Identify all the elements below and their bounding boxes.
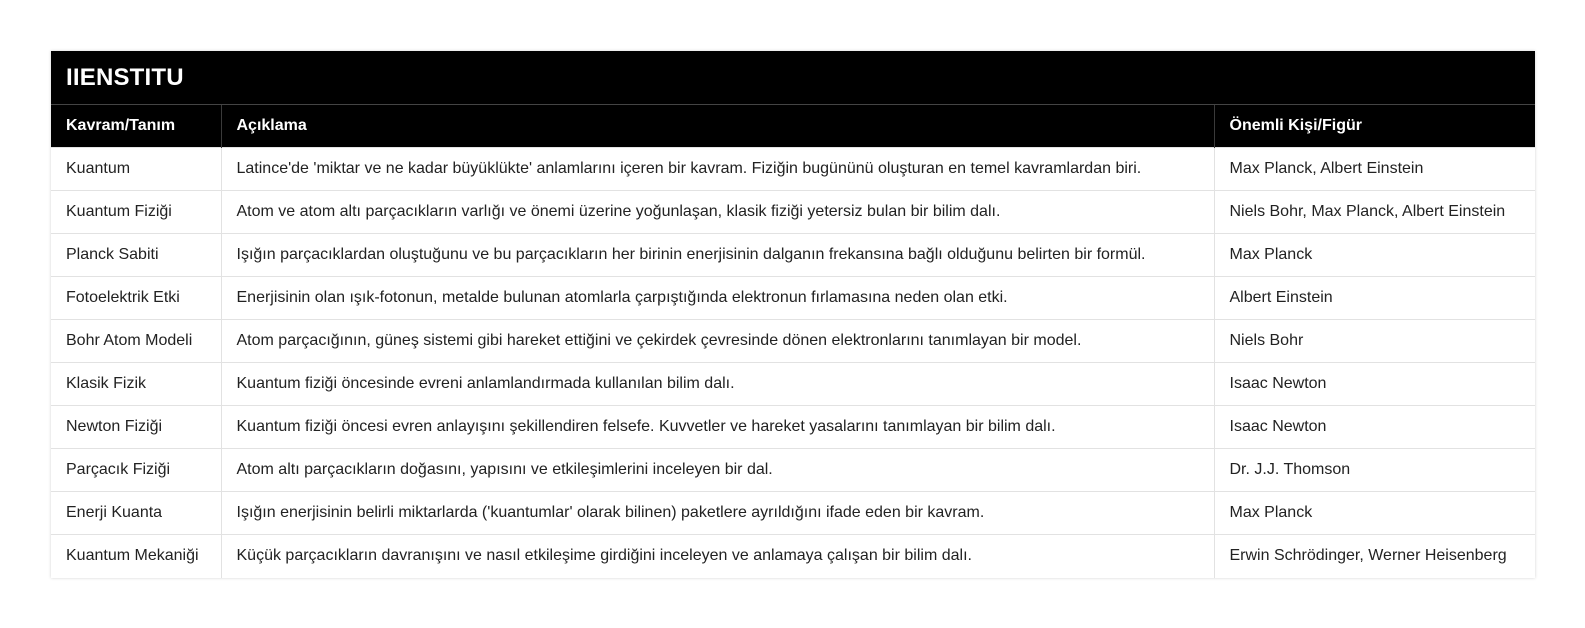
table-title: IIENSTITU <box>51 51 1535 104</box>
header-description: Açıklama <box>221 105 1214 148</box>
table-row <box>51 277 1535 320</box>
cell-description: Enerjisinin olan ışık-fotonun, metalde bulunan atomlarla çarpıştığında elektronun fırlamasına neden olan etki. <box>221 277 1214 320</box>
cell-key-person: Max Planck <box>1214 234 1535 277</box>
header-row <box>51 105 1535 148</box>
table-row <box>51 535 1535 578</box>
cell-key-person: Albert Einstein <box>1214 277 1535 320</box>
concept-table-container <box>51 51 1535 578</box>
cell-description: Işığın parçacıklardan oluştuğunu ve bu parçacıkların her birinin enerjisinin dalganın frekansına bağlı olduğunu belirten bir formül. <box>221 234 1214 277</box>
cell-concept: Kuantum Fiziği <box>51 191 221 234</box>
cell-key-person: Max Planck, Albert Einstein <box>1214 148 1535 191</box>
cell-description: Kuantum fiziği öncesi evren anlayışını şekillendiren felsefe. Kuvvetler ve hareket yasalarını tanımlayan bir bilim dalı. <box>221 406 1214 449</box>
cell-description: Atom ve atom altı parçacıkların varlığı ve önemi üzerine yoğunlaşan, klasik fiziği yetersiz bulan bir bilim dalı. <box>221 191 1214 234</box>
table-row <box>51 492 1535 535</box>
cell-concept: Kuantum <box>51 148 221 191</box>
table-body <box>51 148 1535 578</box>
cell-concept: Enerji Kuanta <box>51 492 221 535</box>
concept-table <box>51 104 1535 578</box>
cell-key-person: Max Planck <box>1214 492 1535 535</box>
cell-concept: Newton Fiziği <box>51 406 221 449</box>
cell-concept: Parçacık Fiziği <box>51 449 221 492</box>
cell-key-person: Erwin Schrödinger, Werner Heisenberg <box>1214 535 1535 578</box>
cell-concept: Klasik Fizik <box>51 363 221 406</box>
table-row <box>51 191 1535 234</box>
cell-description: Atom parçacığının, güneş sistemi gibi hareket ettiğini ve çekirdek çevresinde dönen elektronlarını tanımlayan bir model. <box>221 320 1214 363</box>
table-row <box>51 449 1535 492</box>
cell-description: Atom altı parçacıkların doğasını, yapısını ve etkileşimlerini inceleyen bir dal. <box>221 449 1214 492</box>
table-row <box>51 234 1535 277</box>
table-row <box>51 320 1535 363</box>
table-header <box>51 105 1535 148</box>
cell-concept: Kuantum Mekaniği <box>51 535 221 578</box>
cell-key-person: Isaac Newton <box>1214 406 1535 449</box>
cell-key-person: Niels Bohr, Max Planck, Albert Einstein <box>1214 191 1535 234</box>
cell-concept: Bohr Atom Modeli <box>51 320 221 363</box>
cell-description: Işığın enerjisinin belirli miktarlarda ('kuantumlar' olarak bilinen) paketlere ayrıldığını ifade eden bir kavram. <box>221 492 1214 535</box>
table-row <box>51 148 1535 191</box>
header-key-person: Önemli Kişi/Figür <box>1214 105 1535 148</box>
cell-concept: Planck Sabiti <box>51 234 221 277</box>
header-concept: Kavram/Tanım <box>51 105 221 148</box>
cell-description: Küçük parçacıkların davranışını ve nasıl etkileşime girdiğini inceleyen ve anlamaya çalışan bir bilim dalı. <box>221 535 1214 578</box>
cell-description: Kuantum fiziği öncesinde evreni anlamlandırmada kullanılan bilim dalı. <box>221 363 1214 406</box>
table-row <box>51 406 1535 449</box>
cell-key-person: Dr. J.J. Thomson <box>1214 449 1535 492</box>
cell-concept: Fotoelektrik Etki <box>51 277 221 320</box>
cell-key-person: Isaac Newton <box>1214 363 1535 406</box>
cell-key-person: Niels Bohr <box>1214 320 1535 363</box>
table-row <box>51 363 1535 406</box>
cell-description: Latince'de 'miktar ve ne kadar büyüklükte' anlamlarını içeren bir kavram. Fiziğin bugününü oluşturan en temel kavramlardan biri. <box>221 148 1214 191</box>
